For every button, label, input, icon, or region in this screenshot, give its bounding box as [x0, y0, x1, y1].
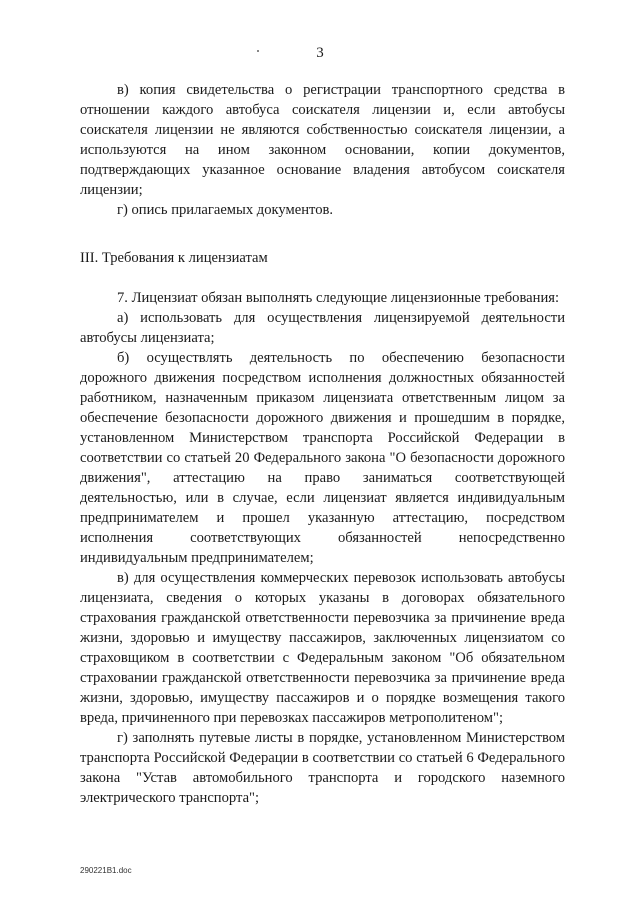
page-number: 3: [316, 45, 324, 61]
document-body: [80, 80, 565, 808]
paragraph-a-use-buses: а) использовать для осуществления лицензируемой деятельности автобусы лицензиата;: [80, 310, 565, 346]
paragraph-b-road-safety: б) осуществлять деятельность по обеспечению безопасности дорожного движения посредством исполнения должностных обязанностей работником, назначенным приказом лицензиата ответственным лицом за обеспечение безопасности дорожного движения и прошедшим в порядке, установленном Министерством транспорта Российской Федерации в соответствии со статьей 20 Федерального закона "О безопасности дорожного движения", аттестацию на право заниматься соответствующей деятельностью, или в случае, если лицензиат является индивидуальным предпринимателем и прошел указанную аттестацию, посредством исполнения соответствующих обязанностей непосредственно индивидуальным предпринимателем;: [80, 350, 565, 566]
paragraph-v-copy-certificate: в) копия свидетельства о регистрации транспортного средства в отношении каждого автобуса соискателя лицензии и, если автобусы соискателя лицензии не являются собственностью соискателя лицензии, а используются на ином законном основании, копии документов, подтверждающих указанное основание владения автобусом соискателя лицензии;: [80, 82, 565, 198]
paragraph-7-requirements: 7. Лицензиат обязан выполнять следующие лицензионные требования:: [117, 290, 560, 306]
footer-filename: 290221B1.doc: [80, 866, 132, 875]
paragraph-g-waybills: г) заполнять путевые листы в порядке, установленном Министерством транспорта Российской Федерации в соответствии со статьей 6 Федерального закона "Устав автомобильного транспорта и городского наземного электрического транспорта";: [80, 730, 565, 806]
scan-dot: [257, 50, 259, 52]
paragraph-g-inventory: г) опись прилагаемых документов.: [117, 202, 334, 218]
section-heading: III. Требования к лицензиатам: [80, 250, 268, 266]
paragraph-v-insurance: в) для осуществления коммерческих перевозок использовать автобусы лицензиата, сведения о которых указаны в договорах обязательного страхования гражданской ответственности перевозчика за причинение вреда жизни, здоровью и имуществу пассажиров, заключенных лицензиатом со страховщиком в соответствии с Федеральным законом "Об обязательном страховании гражданской ответственности перевозчика за причинение вреда жизни, здоровью, имуществу пассажиров и о порядке возмещения такого вреда, причиненного при перевозках пассажиров метрополитеном";: [80, 570, 565, 726]
